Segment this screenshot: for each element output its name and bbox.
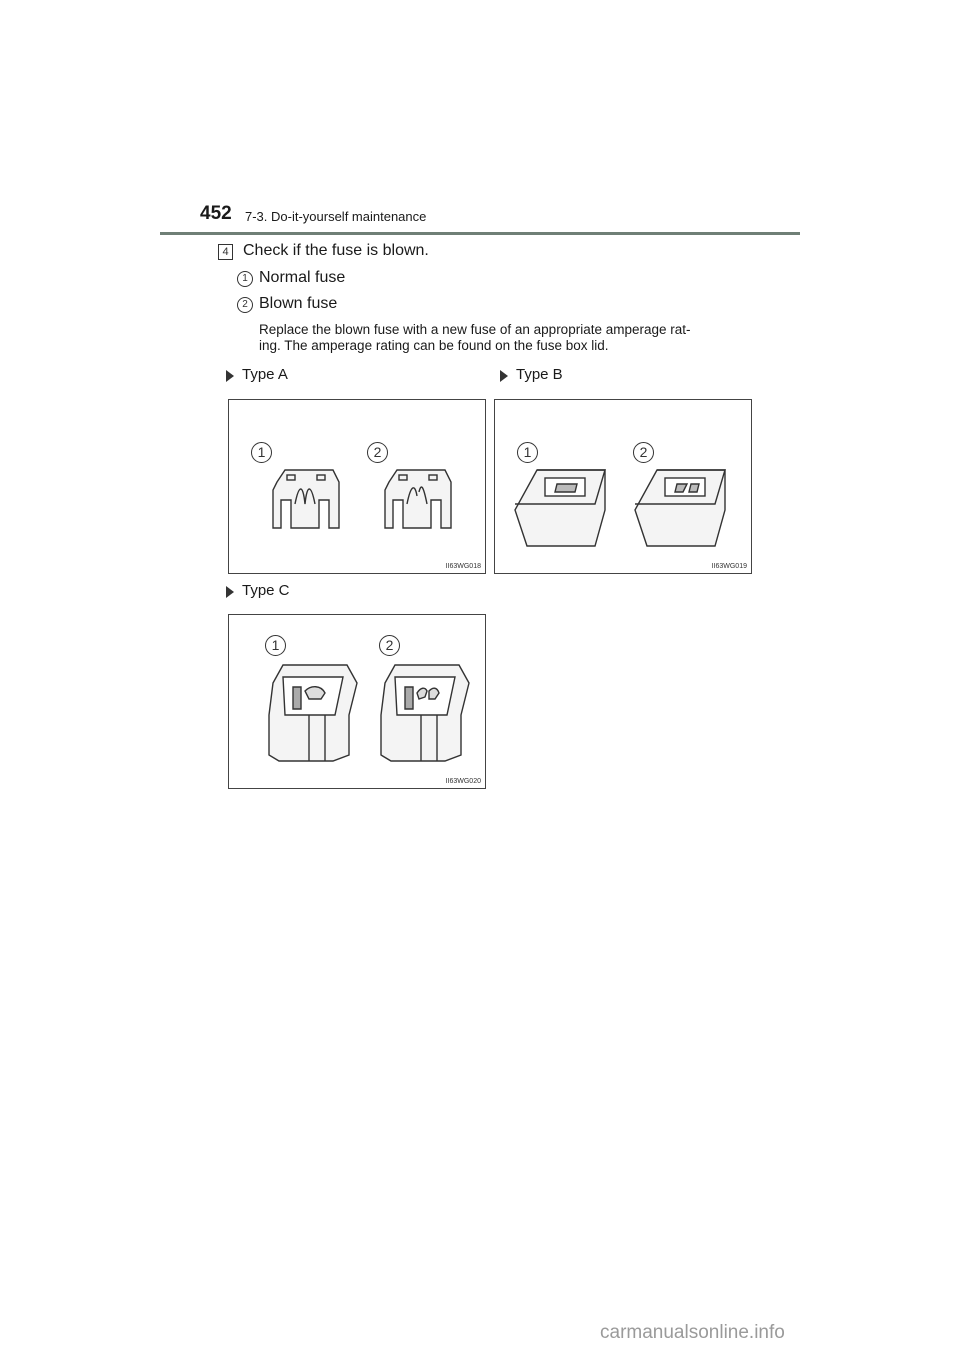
type-b-fuse-illustration: [495, 400, 751, 573]
figure-type-b: [494, 399, 752, 574]
step-text: Check if the fuse is blown.: [243, 242, 429, 259]
item-marker-2: 2: [237, 297, 253, 313]
figure-a-code: II63WG018: [445, 563, 481, 570]
type-c-arrow-icon: [226, 586, 234, 598]
note-line-2: ing. The amperage rating can be found on the fuse box lid.: [259, 338, 609, 353]
type-c-blown-fuse-icon: [381, 665, 469, 761]
item-marker-1: 1: [237, 271, 253, 287]
figure-b-code: II63WG019: [711, 563, 747, 570]
type-c-label: Type C: [242, 582, 290, 599]
type-b-arrow-icon: [500, 370, 508, 382]
type-b-normal-fuse-icon: [515, 470, 605, 546]
figure-c-callout-1: 1: [265, 635, 286, 656]
type-a-label: Type A: [242, 366, 288, 383]
step-number-box: 4: [218, 244, 233, 260]
figure-c-callout-2: 2: [379, 635, 400, 656]
type-a-normal-fuse-icon: [273, 470, 339, 528]
section-title: 7-3. Do-it-yourself maintenance: [245, 209, 427, 224]
type-c-normal-fuse-icon: [269, 665, 357, 761]
figure-b-callout-1: 1: [517, 442, 538, 463]
figure-a-callout-2: 2: [367, 442, 388, 463]
watermark: carmanualsonline.info: [600, 1322, 785, 1343]
type-b-blown-fuse-icon: [635, 470, 725, 546]
type-a-arrow-icon: [226, 370, 234, 382]
figure-type-c: [228, 614, 486, 789]
item-label-blown-fuse: Blown fuse: [259, 295, 338, 312]
type-a-fuse-illustration: [229, 400, 485, 573]
replacement-note: [259, 322, 759, 354]
item-label-normal-fuse: Normal fuse: [259, 269, 346, 286]
type-a-blown-fuse-icon: [385, 470, 451, 528]
figure-c-code: II63WG020: [445, 778, 481, 785]
figure-b-callout-2: 2: [633, 442, 654, 463]
header-rule: [160, 232, 800, 235]
page-number: 452: [200, 203, 232, 224]
figure-a-callout-1: 1: [251, 442, 272, 463]
figure-type-a: [228, 399, 486, 574]
note-line-1: Replace the blown fuse with a new fuse of an appropriate amperage rat-: [259, 322, 691, 337]
type-b-label: Type B: [516, 366, 563, 383]
